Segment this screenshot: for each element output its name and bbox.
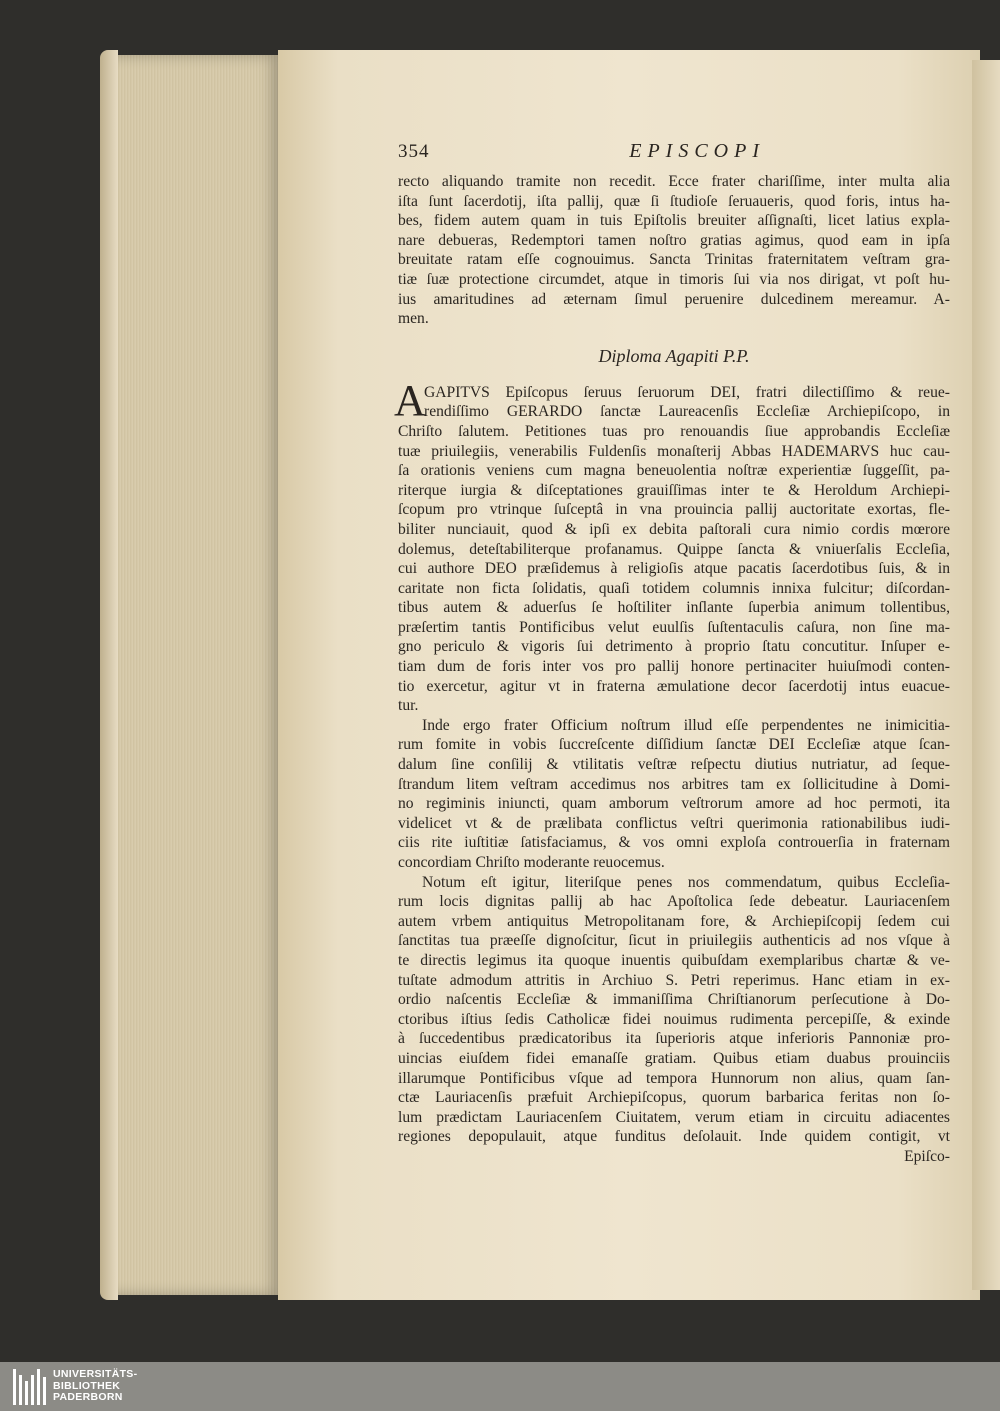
text-line: biliter nunciauit, quod & ipſi ex debita paſtorali cura nimio cordis mœrore — [398, 520, 950, 538]
text-line: ſtrandum litem veſtram accedimus nos arbitres tam ex ſollicitudine à Domi- — [398, 775, 950, 793]
text-line: riterque iurgia & diſceptationes grauiſſimas inter te & Heroldum Archiepi- — [398, 481, 950, 499]
text-line: men. — [398, 310, 429, 328]
text-line: nare debueras, Redemptori tamen noſtro gratias agimus, quod eam in ipſa — [398, 231, 950, 249]
text-line: tiam dum de foris inter vos pro pallij honore pertinaciter huiuſmodi conten- — [398, 658, 950, 676]
text-line: autem vrbem antiquitus Metropolitanam fore, & Archiepiſcopij ſedem cui — [398, 912, 950, 930]
library-logo-text — [53, 1369, 137, 1404]
text-line: bes, fidem autem quam in tuis Epiſtolis breuiter aſſignaſti, licet latius expla- — [398, 212, 950, 230]
logo-line: UNIVERSITÄTS- — [53, 1368, 138, 1381]
text-line: lum prædictam Lauriacenſem Ciuitatem, verum etiam in circuitu adiacentes — [398, 1108, 950, 1126]
logo-line: BIBLIOTHEK — [53, 1379, 121, 1392]
text-line: GAPITVS Epiſcopus ſeruus ſeruorum DEI, fratri dilectiſſimo & reue- — [424, 383, 950, 401]
diploma-paragraph — [394, 375, 950, 716]
text-line: recto aliquando tramite non recedit. Ecce frater chariſſime, inter multa alia — [398, 173, 950, 190]
text-line: caritate non ficta ſolidatis, quaſi totidem columnis innixa fulcitur; diſcordan- — [398, 579, 950, 597]
running-head-title: EPISCOPI — [629, 140, 765, 162]
text-line: Notum eſt igitur, literiſque penes nos commendatum, quibus Eccleſia- — [422, 873, 950, 891]
text-line: à ſuccedentibus prædicatoribus ita ſuperioris atque inferioris Pannoniæ pro- — [398, 1030, 950, 1048]
text-line: ſa orationis veniens cum magna beneuolentia noſtræ experientiæ ſuggeſſit, pa- — [398, 462, 950, 480]
text-line: ctæ Lauriacenſis præfuit Archiepiſcopus, quorum barbarica feritas non ſo- — [398, 1089, 950, 1107]
text-line: te directis legimus ita quoque inuentis quibuſdam exemplaribus chartæ & ve- — [398, 951, 950, 969]
text-line: videlicet vt & de prælibata conflictus veſtri querimonia rationabilibus iudi- — [398, 814, 950, 832]
text-line: dalum ſine conſilij & vtilitatis veſtræ reſpectu diutius nutriatur, ad ſeque- — [398, 756, 950, 774]
section-heading: Diploma Agapiti P.P. — [598, 345, 750, 366]
running-head — [398, 142, 950, 170]
text-line: tibus autem & aduerſus ſe hoſtiliter inſlante ſuperbia animum tollentibus, — [398, 599, 950, 617]
text-line: Inde ergo frater Officium noſtrum illud eſſe perpendentes ne inimicitia- — [422, 716, 950, 734]
text-line: ius amaritudines ad æternam ſimul peruenire dulcedinem mereamur. A- — [398, 290, 950, 308]
text-line: rum fomite in vobis ſuccreſcente diſſidium ſanctæ DEI Eccleſiæ atque ſcan- — [398, 736, 950, 754]
opening-paragraph — [398, 172, 950, 329]
text-line: illarumque Pontificibus vſque ad tempora Hunnorum non alius, quam ſan- — [398, 1069, 950, 1087]
text-line: no regiminis iniuncti, quam amborum veſtrorum amore ad hoc permoti, ita — [398, 795, 950, 813]
logo-line: PADERBORN — [53, 1391, 123, 1404]
footer-bar — [0, 1362, 1000, 1411]
text-line: ordio naſcentis Eccleſiæ & immaniſſima Chriſtianorum perſecutione à Do- — [398, 991, 950, 1009]
library-logo-icon — [13, 1369, 49, 1405]
text-line: ſanctitas tua præeſſe dignoſcitur, ſicut in priuilegiis authenticis ad nos vſque à — [398, 932, 950, 950]
text-line: tuſtate admodum attritis in Archiuo S. Petri reperimus. Hanc etiam in ex- — [398, 971, 950, 989]
text-line: uincias eiuſdem fidei emanaſſe gratiam. Quibus etiam duabus prouinciis — [398, 1049, 950, 1067]
text-line: tiæ ſuæ protectione circumdet, atque in timoris ſui via nos dirigat, vt poſt hu- — [398, 270, 950, 288]
text-line: rendiſſimo GERARDO ſanctæ Laureacenſis Eccleſiæ Archiepiſcopo, in — [424, 403, 950, 421]
page-gutter — [972, 60, 1000, 1290]
text-line: regiones depopulauit, atque funditus deſolauit. Inde quidem contigit, vt — [398, 1128, 950, 1146]
text-line: præſertim tantis Pontificibus velut euulſis ſuſtentaculis caſura, non ſine ma- — [398, 618, 950, 636]
page-number: 354 — [398, 141, 430, 162]
book-cover-edge — [100, 50, 118, 1300]
text-line: ctoribus iſtius ſedis Catholicæ fidei nouimus rudimenta percepiſſe, & exinde — [398, 1010, 950, 1028]
paragraph-inde-ergo — [398, 716, 950, 873]
text-line: ſcopum pro vtrinque ſuſceptâ in vna prouincia pallij auctoritate exortas, fle- — [398, 501, 950, 519]
text-line: iſta ſunt ſacerdotij, iſta pallij, quæ ſi ſtudioſe ſeruaueris, quod foris, intus ha- — [398, 192, 950, 210]
text-line: concordiam Chriſto moderante reuocemus. — [398, 854, 665, 871]
page-text — [394, 140, 950, 1167]
catchword: Epiſco- — [904, 1147, 950, 1165]
text-line: rum locis dignitas pallij ab hac Apoſtolica ſede debeatur. Lauriacenſem — [398, 893, 950, 911]
text-line: dolemus, deteſtabiliterque profanamus. Quippe ſancta & vniuerſalis Eccleſia, — [398, 540, 950, 558]
text-line: ciis rite iuſtitiæ ſatisfaciamus, & vos omni exploſa controuerſia in fraternam — [398, 834, 950, 852]
text-line: Chriſto ſalutem. Petitiones tuas pro renouandis ſiue approbandis Eccleſiæ — [398, 422, 950, 440]
page-edges — [100, 55, 280, 1295]
text-line: gno periculo & vigoris ſui detrimento à proprio ſtatu concutitur. Inſuper e- — [398, 638, 950, 656]
text-line: cui authore DEO præſidemus à religioſis atque pacatis ſacerdotibus ſuis, & in — [398, 560, 950, 578]
drop-cap: A — [394, 375, 426, 425]
text-line: tur. — [398, 697, 419, 715]
text-line: breuitate ratam eſſe cognouimus. Sancta Trinitas fraternitatem veſtram gra- — [398, 251, 950, 269]
paragraph-notum-est — [398, 873, 950, 1167]
text-line: tuæ priuilegiis, venerabilis Fuldenſis monaſterij Abbas HADEMARVS huc cau- — [398, 442, 950, 460]
text-line: tio exercetur, agitur vt in fraterna æmulatione decor ſacerdotij intus euacue- — [398, 677, 950, 695]
